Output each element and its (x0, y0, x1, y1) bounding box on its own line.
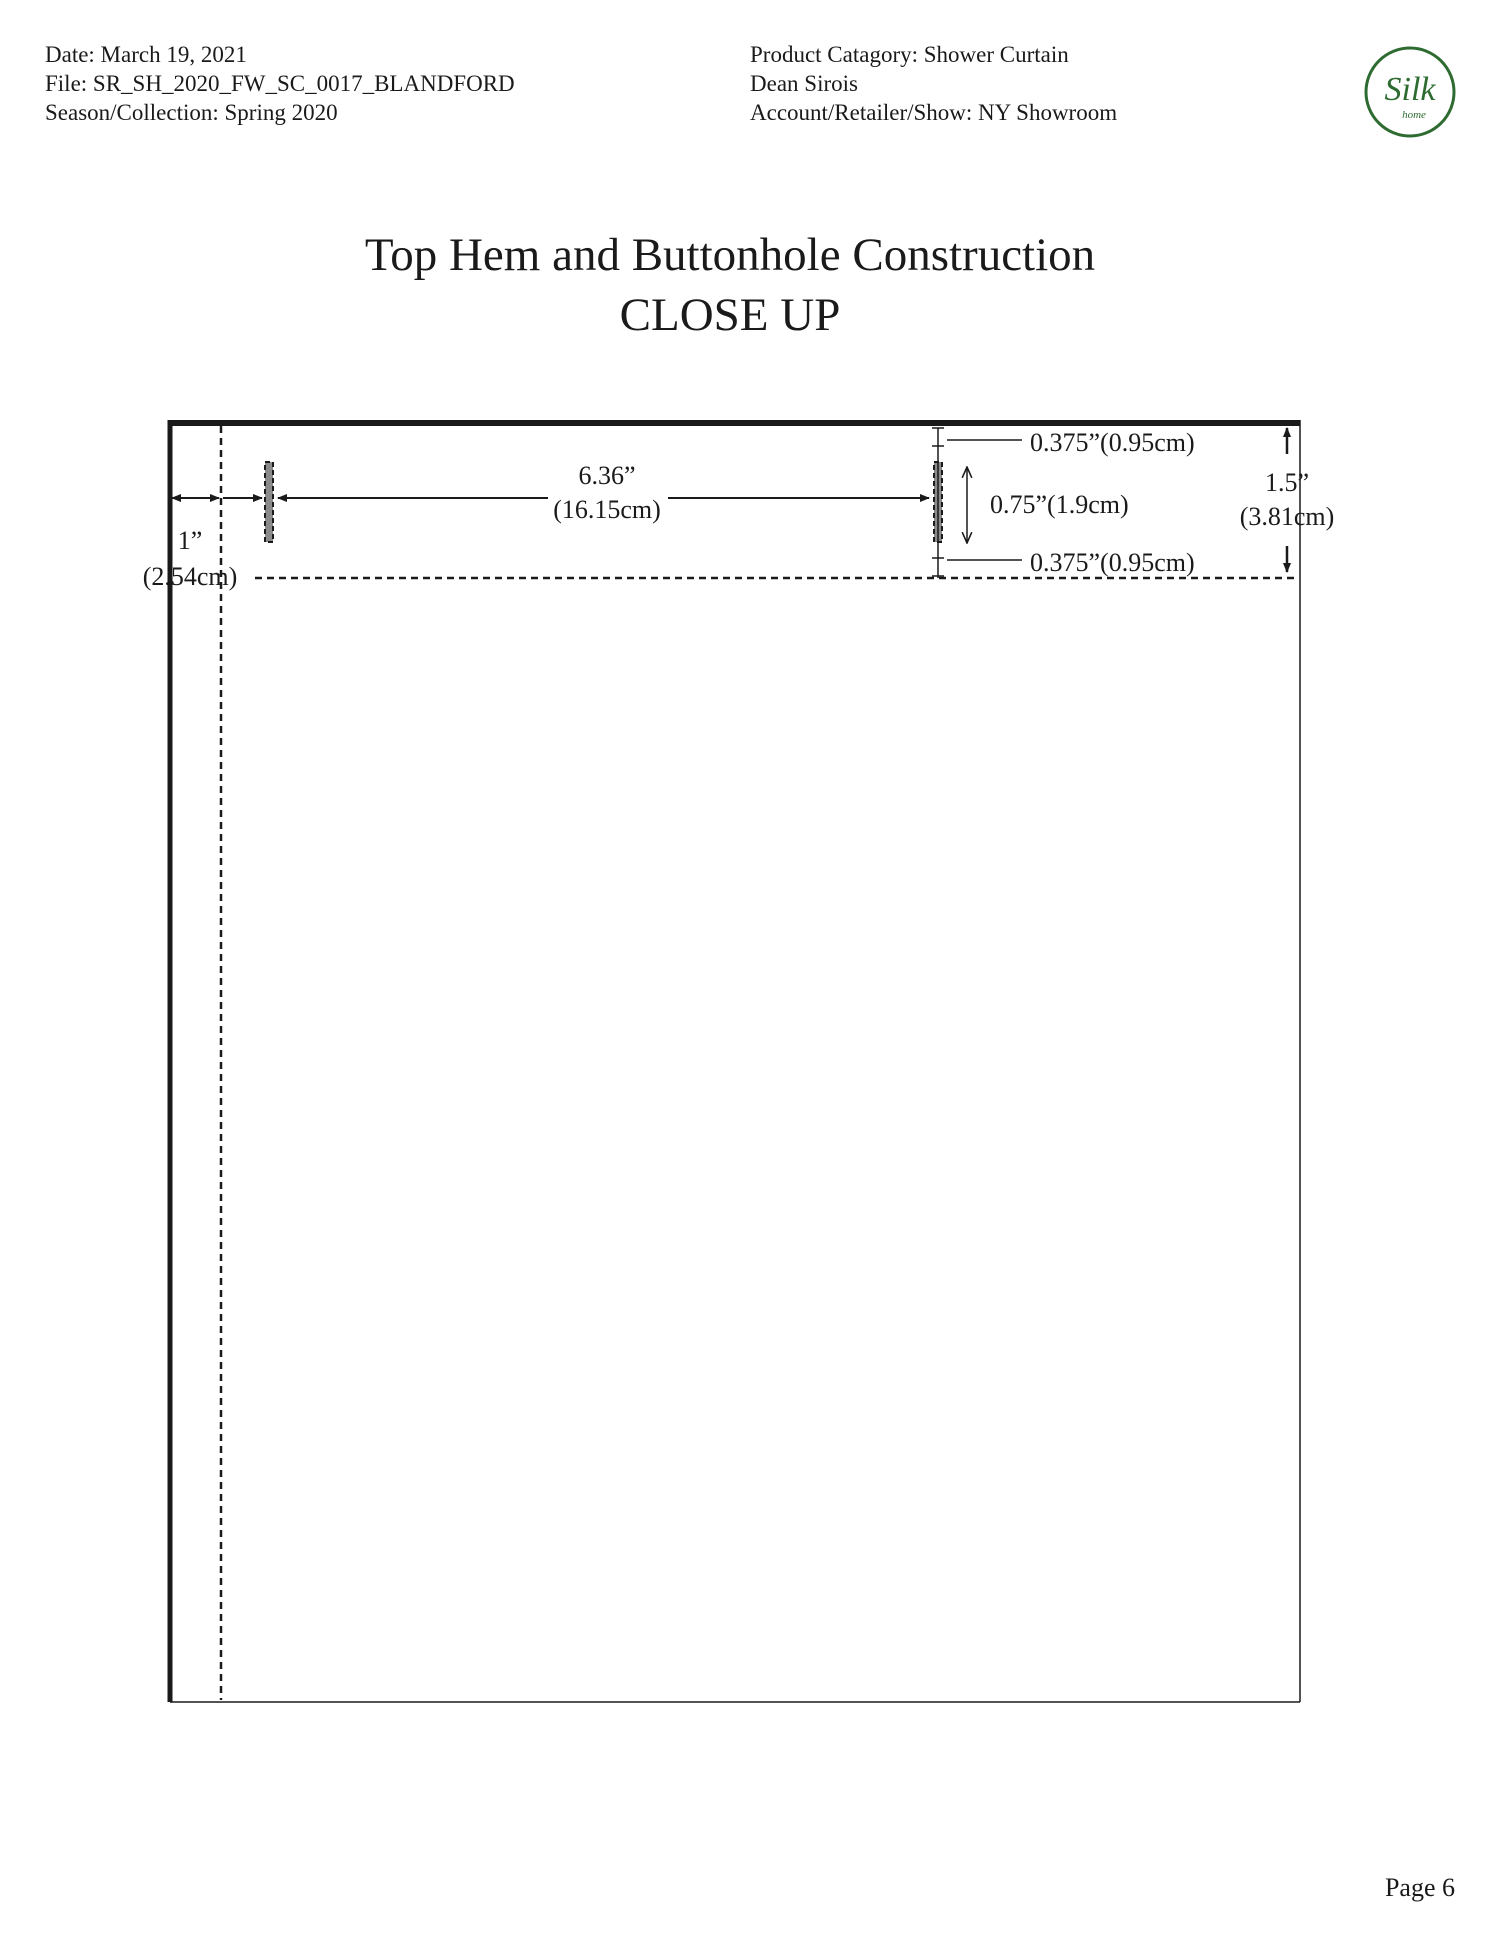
header-category: Product Catagory: Shower Curtain (750, 42, 1069, 67)
logo-word: Silk (1384, 71, 1436, 108)
bottom-margin-label: 0.375”(0.95cm) (1030, 548, 1195, 577)
title-line-1: Top Hem and Buttonhole Construction (364, 229, 1096, 281)
logo-sub: home (1402, 109, 1426, 121)
buttonhole-length-label: 0.75”(1.9cm) (990, 490, 1129, 519)
hem-depth-cm: (3.81cm) (1239, 502, 1335, 531)
header-file: File: SR_SH_2020_FW_SC_0017_BLANDFORD (45, 71, 515, 96)
title-line-2: CLOSE UP (619, 289, 841, 341)
buttonhole-1 (265, 462, 273, 542)
page-number: Page 6 (1384, 1873, 1455, 1902)
header-account: Account/Retailer/Show: NY Showroom (750, 100, 1118, 125)
side-hem-cm: (2.54cm) (142, 562, 238, 591)
header-date: Date: March 19, 2021 (45, 42, 247, 67)
spacing-inches: 6.36” (578, 461, 636, 490)
header-season: Season/Collection: Spring 2020 (45, 100, 338, 125)
hem-depth-inches: 1.5” (1264, 468, 1310, 497)
top-margin-label: 0.375”(0.95cm) (1030, 428, 1195, 457)
spacing-cm: (16.15cm) (553, 495, 661, 524)
side-hem-inches: 1” (177, 526, 203, 555)
header-designer: Dean Sirois (750, 71, 858, 96)
